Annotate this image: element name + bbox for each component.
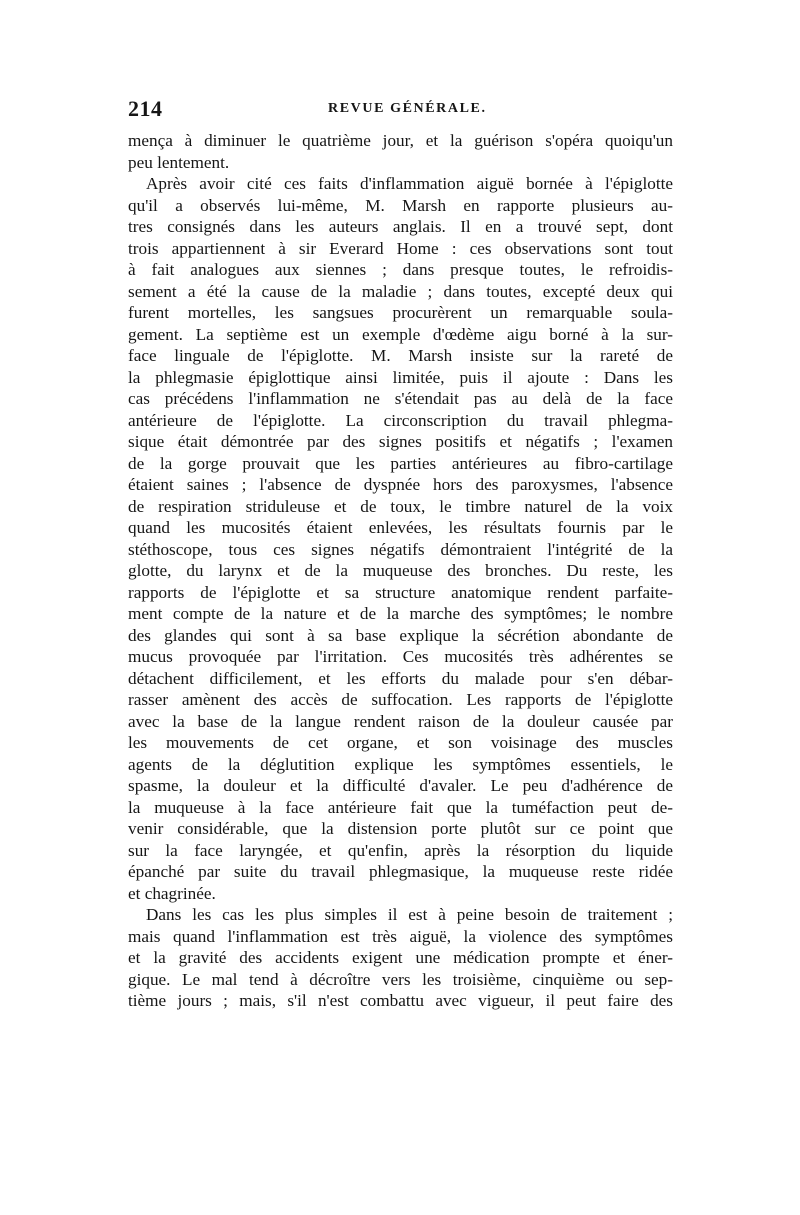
text-line: de la gorge prouvait que les parties antérieures au fibro-cartilage xyxy=(128,453,673,473)
text-line: des glandes qui sont à sa base explique la sécrétion abondante de xyxy=(128,625,673,645)
text-line: tres consignés dans les auteurs anglais. Il en a trouvé sept, dont xyxy=(128,217,673,236)
text-line: trois appartiennent à sir Everard Home : ces observations sont tout xyxy=(128,238,673,258)
text-line: ment compte de la nature et de la marche des symptômes; le nombre xyxy=(128,604,673,623)
text-line: et chagrinée. xyxy=(128,883,216,903)
text-line: mucus provoquée par l'irritation. Ces mucosités très adhérentes se xyxy=(128,647,673,666)
text-line: de respiration striduleuse et de toux, le timbre naturel de la voix xyxy=(128,496,673,516)
text-line: glotte, du larynx et de la muqueuse des bronches. Du reste, les xyxy=(128,561,673,580)
page-number: 214 xyxy=(128,96,163,121)
text-line: gique. Le mal tend à décroître vers les troisième, cinquième ou sep- xyxy=(128,969,673,989)
text-line: mais quand l'inflammation est très aiguë, la violence des symptômes xyxy=(128,926,673,946)
text-line: cas précédens l'inflammation ne s'étendait pas au delà de la face xyxy=(128,389,673,408)
text-line: détachent difficilement, et les efforts du malade pour s'en débar- xyxy=(128,668,673,688)
text-line: furent mortelles, les sangsues procurèrent un remarquable soula- xyxy=(128,303,673,322)
text-line: face linguale de l'épiglotte. M. Marsh insiste sur la rareté de xyxy=(128,346,673,365)
text-line: épanché par suite du travail phlegmasique, la muqueuse reste ridée xyxy=(128,862,673,881)
text-line: avec la base de la langue rendent raison de la douleur causée par xyxy=(128,711,673,731)
text-line: et la gravité des accidents exigent une médication prompte et éner- xyxy=(128,948,673,967)
text-line: stéthoscope, tous ces signes négatifs démontraient l'intégrité de la xyxy=(128,539,673,559)
text-line: antérieure de l'épiglotte. La circonscription du travail phlegma- xyxy=(128,410,673,430)
text-line: quand les mucosités étaient enlevées, les résultats fournis par le xyxy=(128,518,673,537)
text-line: mença à diminuer le quatrième jour, et la guérison s'opéra quoiqu'un xyxy=(128,131,673,150)
text-line: à fait analogues aux siennes ; dans presque toutes, le refroidis- xyxy=(128,260,673,279)
running-title: REVUE GÉNÉRALE. xyxy=(328,101,487,116)
text-line: qu'il a observés lui-même, M. Marsh en rapporte plusieurs au- xyxy=(128,195,673,215)
text-line: sur la face laryngée, et qu'enfin, après la résorption du liquide xyxy=(128,840,673,860)
text-line: rasser amènent des accès de suffocation. Les rapports de l'épiglotte xyxy=(128,690,673,709)
text-line: Dans les cas les plus simples il est à peine besoin de traitement ; xyxy=(146,905,673,924)
text-line: Après avoir cité ces faits d'inflammation aiguë bornée à l'épiglotte xyxy=(146,174,673,193)
text-line: la phlegmasie épiglottique ainsi limitée, puis il ajoute : Dans les xyxy=(128,367,673,387)
text-line: la muqueuse à la face antérieure fait que la tuméfaction peut de- xyxy=(128,797,673,817)
text-line: étaient saines ; l'absence de dyspnée hors des paroxysmes, l'absence xyxy=(128,475,673,494)
text-line: peu lentement. xyxy=(128,152,230,172)
body-text xyxy=(128,130,673,1012)
text-line: agents de la déglutition explique les symptômes essentiels, le xyxy=(128,754,673,774)
text-line: tième jours ; mais, s'il n'est combattu avec vigueur, il peut faire des xyxy=(128,991,673,1010)
text-line: venir considérable, que la distension porte plutôt sur ce point que xyxy=(128,819,673,838)
text-line: spasme, la douleur et la difficulté d'avaler. Le peu d'adhérence de xyxy=(128,776,673,795)
text-line: les mouvements de cet organe, et son voisinage des muscles xyxy=(128,733,673,752)
text-line: sement a été la cause de la maladie ; dans toutes, excepté deux qui xyxy=(128,281,673,301)
text-line: rapports de l'épiglotte et sa structure anatomique rendent parfaite- xyxy=(128,582,673,602)
text-line: sique était démontrée par des signes positifs et négatifs ; l'examen xyxy=(128,432,673,451)
text-line: gement. La septième est un exemple d'œdème aigu borné à la sur- xyxy=(128,324,673,344)
running-head xyxy=(128,96,673,132)
